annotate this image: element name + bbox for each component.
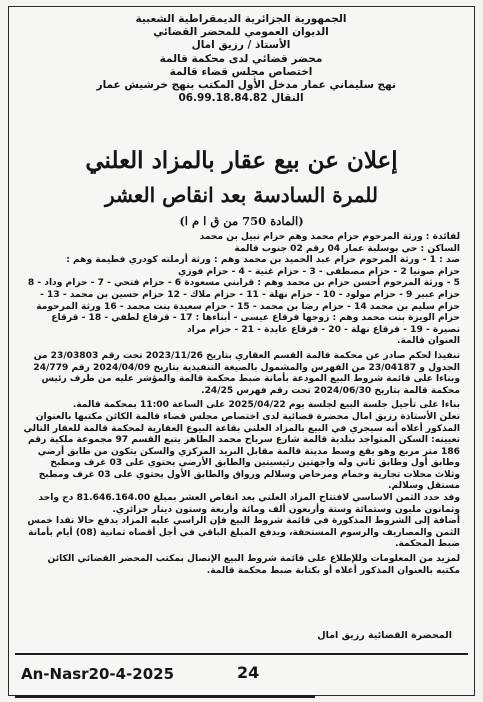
paragraph: 5 - ورثة المرحوم أحسن حزام بن محمد وهم : قرابني مسعودة 6 - حزام فتحي - 7 - حزام وداد - 8 حزام عبير 9 - حزام مولود - 10 - حزام نهلة - 11 - حزام ملاك - 12 حزام حسين بن محمد - 13 - حزام سليم بن محمد 14 - حزام رضا بن محمد - 15 - حزام سعيدة بنت محمد - 16 ورثة المرحومة حزام الويزة بنت محمد وهم : زوجها قرقاع عيسى - أبناءها : 17 - قرقاع لطفي - 18 - قرقاع نصيرة - 19 - قرقاع نهلة - 20 - قرقاع عايدة - 21 - حزام مراد <box>27 278 460 335</box>
paragraph: بناءا على تأجيل جلسة البيع لجلسة يوم 2025/04/22 على الساعة 11:00 بمحكمة قالمة. <box>72 400 460 411</box>
paragraph: لمزيد من المعلومات وللإطلاع على قائمة شروط البيع الإتصال بمكتب المحضر القضائي الكائن مكتبه بالعنوان المذكور أعلاه أو بكتابة ضبط محكمة قالمة. <box>47 554 460 576</box>
notice-page <box>8 6 475 696</box>
signature: المحضرة القضائية رزيق امال <box>317 630 452 641</box>
paragraph: لفائدة : ورثة المرحوم حزام محمد وهم حزام نبيل بن محمد <box>199 232 460 242</box>
notice-subtitle: للمرة السادسة بعد انقاص العشر <box>104 183 379 207</box>
page-number: 24 <box>237 663 260 682</box>
notice-header <box>26 13 456 105</box>
paragraph: العنوان قالمة. <box>397 336 460 347</box>
paragraph: أضافة إلى الشروط المذكورة في قائمة شروط البيع فإن الراسي عليه المزاد يدفع حالا نقدا خمس الثمن والمصاريف والرسوم المستحقة، ويدفع المبلغ الباقي في أجل أقصاه ثمانية (08) أيام بأمانة ضبط المحكمة. <box>27 516 460 550</box>
legal-article: (المادة 750 من ق ا م ا) <box>179 214 304 228</box>
header-line: النقال 06.99.18.84.82 <box>178 92 304 105</box>
paragraph: وقد حدد الثمن الاساسي لافتتاح المزاد العلني بعد انقاص العشر بمبلغ 81.646.164.00 دج واحد وثمانون مليون وستمائة وستة وأربعون ألف ومائة وأربعة وستون دينار جزائري. <box>38 493 460 515</box>
paragraph: حزام صونيا 2 - حزام مصطفى - 3 - حزام غنية - 4 - حزام فوزي <box>178 266 460 277</box>
header-line: نهج سليماني عمار مدخل الأول المكتب بنهج خرشيش عمار <box>96 79 396 92</box>
notice-body <box>23 232 460 577</box>
paragraph: تعلن الأستاذة رزيق امال محضرة قضائية لدى اختصاص مجلس قضاء قالمة الكائن مكتبها بالعنوان المذكور أعلاه أنه سيجري في البيع بالمزاد العلني بقاعة البيوع العقارية لمحكمة قالمة للعقار التالي تعيينه: السكن المتواجد ببلدية قالمة شارع سرباح محمد الطاهر يتبع القسم 97 مجموعة ملكية رقم 186 متر مربع وهو يقع وسط مدينة قالمة مقابل البريد المركزي والسكن يتكون من طابق أرضي وطابق أول وطابق ثاني وله واجهتين رئيسيتين والطابق الأرضي يحتوي على 03 غرف ومطبخ وثلاث محلات تجارية وحمام ومرحاض وسلالم ورواق والطابق الأول يحتوي على 03 غرف ومطبخ مستقل وسلالم. <box>23 411 460 492</box>
paragraph: الساكن : حي بوسلبة عمار 04 رقم 02 جنوب قالمة <box>234 243 460 254</box>
header-line: الجمهورية الجزائرية الديمقراطية الشعبية <box>135 13 347 25</box>
header-line: الديوان العمومي للمحضر القضائي <box>153 26 329 39</box>
page-footer <box>15 653 468 691</box>
paragraph: تنفيذا لحكم صادر عن محكمة قالمة القسم العقاري بتاريخ 2023/11/26 تحت رقم 23/03803 من الجدول و 23/04187 من الفهرس والمشمول بالصيغة التنفيذية بتاريخ 2024/04/09 رقم 24/779 وبناءا على قائمة شروط البيع المودعة بأمانة ضبط محكمة قالمة والمؤشر عليه من طرف رئيس محكمة قالمة بتاريخ 2024/06/30 تحت رقم فهرس 24/25. <box>33 350 460 396</box>
footer-rule <box>15 695 315 698</box>
notice-title: إعلان عن بيع عقار بالمزاد العلني <box>85 147 398 174</box>
publication-date: An-Nasr20-4-2025 <box>21 665 175 683</box>
paragraph: ضد : 1 - ورثة المرحوم حزام عبد الحميد بن محمد وهم : ورثة أرملته كودري فطيمة وهم : <box>66 255 460 266</box>
header-line: الأستاذ / رزيق امال <box>191 39 291 52</box>
header-line: اختصاص مجلس قضاء قالمة <box>169 65 313 78</box>
header-line: محضر قضائي لدى محكمة قالمة <box>159 52 323 65</box>
